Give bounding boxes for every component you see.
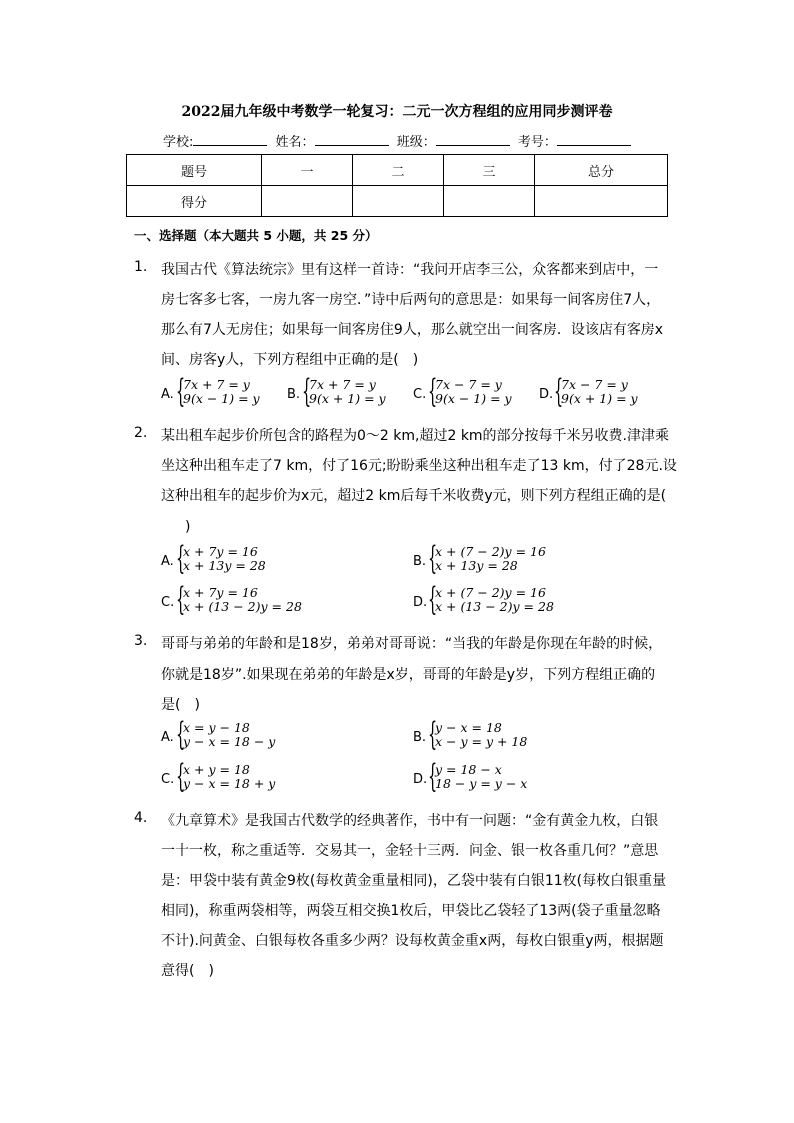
option-label: D.	[413, 595, 428, 610]
brace-icon: {	[176, 715, 186, 753]
score-table-header-row	[127, 155, 668, 186]
option-label: D.	[539, 387, 554, 402]
equation-line: 7x − 7 = y	[435, 377, 502, 392]
question-line: 是( )	[161, 697, 200, 713]
question-line: 《九章算术》是我国古代数学的经典著作，书中有一问题：“金有黄金九枚，白银	[161, 813, 659, 829]
question-line: 一十一枚，称之重适等．交易其一，金轻十三两．问金、银一枚各重几何？”意思	[161, 843, 659, 859]
brace-icon: {	[554, 372, 564, 410]
equation-line: 9(x − 1) = y	[183, 391, 260, 406]
brace-icon: {	[428, 757, 438, 795]
brace-icon: {	[176, 580, 186, 618]
equation-line: y = 18 − x	[435, 762, 502, 777]
brace-icon: {	[176, 757, 186, 795]
equation-line: 7x − 7 = y	[561, 377, 628, 392]
option-label: C.	[161, 595, 175, 610]
option-label: B.	[413, 554, 427, 569]
brace-icon: {	[428, 372, 438, 410]
score-table-score-row	[127, 186, 668, 217]
option-label: A.	[161, 387, 174, 402]
equation-line: x + y = 18	[183, 762, 250, 777]
brace-icon: {	[428, 580, 438, 618]
equation-line: x + 13y = 28	[183, 558, 266, 573]
exam-number-label: 考号：	[517, 135, 557, 150]
question-line: 哥哥与弟弟的年龄和是18岁，弟弟对哥哥说：“当我的年龄是你现在年龄的时候，	[161, 636, 663, 652]
exam-number-blank[interactable]	[557, 133, 631, 146]
score-cell[interactable]	[444, 186, 535, 217]
section-heading: 一、选择题（本大题共 5 小题，共 25 分）	[134, 228, 378, 243]
question-line: )	[171, 519, 191, 535]
score-cell[interactable]	[535, 186, 668, 217]
table-cell: 总分	[535, 155, 668, 186]
equation-line: y − x = 18	[435, 720, 502, 735]
equation-line: 9(x + 1) = y	[561, 391, 638, 406]
brace-icon: {	[176, 539, 186, 577]
student-info-line	[163, 131, 635, 150]
option-label: A.	[161, 554, 174, 569]
equation-line: x = y − 18	[183, 720, 250, 735]
question-number: 2.	[134, 425, 148, 441]
option-label: B.	[287, 387, 301, 402]
school-label: 学校:	[163, 135, 194, 150]
score-cell[interactable]	[262, 186, 353, 217]
brace-icon: {	[428, 539, 438, 577]
class-label: 班级：	[396, 135, 436, 150]
equation-line: x − y = y + 18	[435, 734, 528, 749]
exam-title: 2022届九年级中考数学一轮复习：二元一次方程组的应用同步测评卷	[181, 104, 613, 120]
question-line: 不计).问黄金、白银每枚各重多少两？设每枚黄金重x两，每枚白银重y两，根据题	[161, 933, 664, 949]
brace-icon: {	[176, 372, 186, 410]
equation-line: x + (7 − 2)y = 16	[435, 585, 546, 600]
school-blank[interactable]	[193, 133, 267, 146]
score-cell[interactable]	[353, 186, 444, 217]
brace-icon: {	[302, 372, 312, 410]
equation-line: 9(x + 1) = y	[309, 391, 386, 406]
question-number: 1.	[134, 259, 148, 275]
equation-line: 18 − y = y − x	[435, 776, 528, 791]
question-line: 我国古代《算法统宗》里有这样一首诗：“我问开店李三公，众客都来到店中，一	[161, 262, 659, 278]
question-line: 是：甲袋中装有黄金9枚(每枚黄金重量相同)，乙袋中装有白银11枚(每枚白银重量	[161, 873, 667, 889]
question-number: 4.	[134, 810, 148, 826]
question-line: 意得( )	[161, 963, 214, 979]
option-label: C.	[413, 387, 427, 402]
class-blank[interactable]	[436, 133, 510, 146]
option-label: C.	[161, 772, 175, 787]
question-number: 3.	[134, 633, 148, 649]
table-cell: 题号	[127, 155, 262, 186]
equation-line: y − x = 18 + y	[183, 776, 276, 791]
question-line: 这种出租车的起步价为x元，超过2 km后每千米收费y元，则下列方程组正确的是(	[161, 488, 667, 504]
equation-line: 7x + 7 = y	[309, 377, 376, 392]
question-line: 相同)，称重两袋相等，两袋互相交换1枚后，甲袋比乙袋轻了13两(袋子重量忽略	[161, 903, 661, 919]
table-cell: 三	[444, 155, 535, 186]
equation-line: x + 13y = 28	[435, 558, 518, 573]
equation-line: 9(x − 1) = y	[435, 391, 512, 406]
table-cell: 得分	[127, 186, 262, 217]
equation-line: x + (13 − 2)y = 28	[183, 599, 302, 614]
table-cell: 一	[262, 155, 353, 186]
equation-line: 7x + 7 = y	[183, 377, 250, 392]
question-line: 你就是18岁”.如果现在弟弟的年龄是x岁，哥哥的年龄是y岁，下列方程组正确的	[161, 667, 656, 683]
equation-line: x + 7y = 16	[183, 544, 258, 559]
equation-line: x + 7y = 16	[183, 585, 258, 600]
score-table	[126, 154, 668, 217]
question-line: 坐这种出租车走了7 km，付了16元;盼盼乘坐这种出租车走了13 km，付了28元.设	[161, 458, 677, 474]
question-line: 房七客多七客，一房九客一房空．”诗中后两句的意思是：如果每一间客房住7人，	[161, 292, 661, 308]
question-line: 间、房客y人，下列方程组中正确的是( )	[161, 352, 419, 368]
option-label: D.	[413, 772, 428, 787]
name-label: 姓名：	[275, 135, 315, 150]
equation-line: x + (7 − 2)y = 16	[435, 544, 546, 559]
table-cell: 二	[353, 155, 444, 186]
option-label: A.	[161, 730, 174, 745]
name-blank[interactable]	[315, 133, 389, 146]
option-label: B.	[413, 730, 427, 745]
equation-line: y − x = 18 − y	[183, 734, 276, 749]
equation-line: x + (13 − 2)y = 28	[435, 599, 554, 614]
question-line: 某出租车起步价所包含的路程为0～2 km,超过2 km的部分按每千米另收费.津津乘	[161, 428, 670, 444]
brace-icon: {	[428, 715, 438, 753]
question-line: 那么有7人无房住；如果每一间客房住9人，那么就空出一间客房．设该店有客房x	[161, 322, 664, 338]
